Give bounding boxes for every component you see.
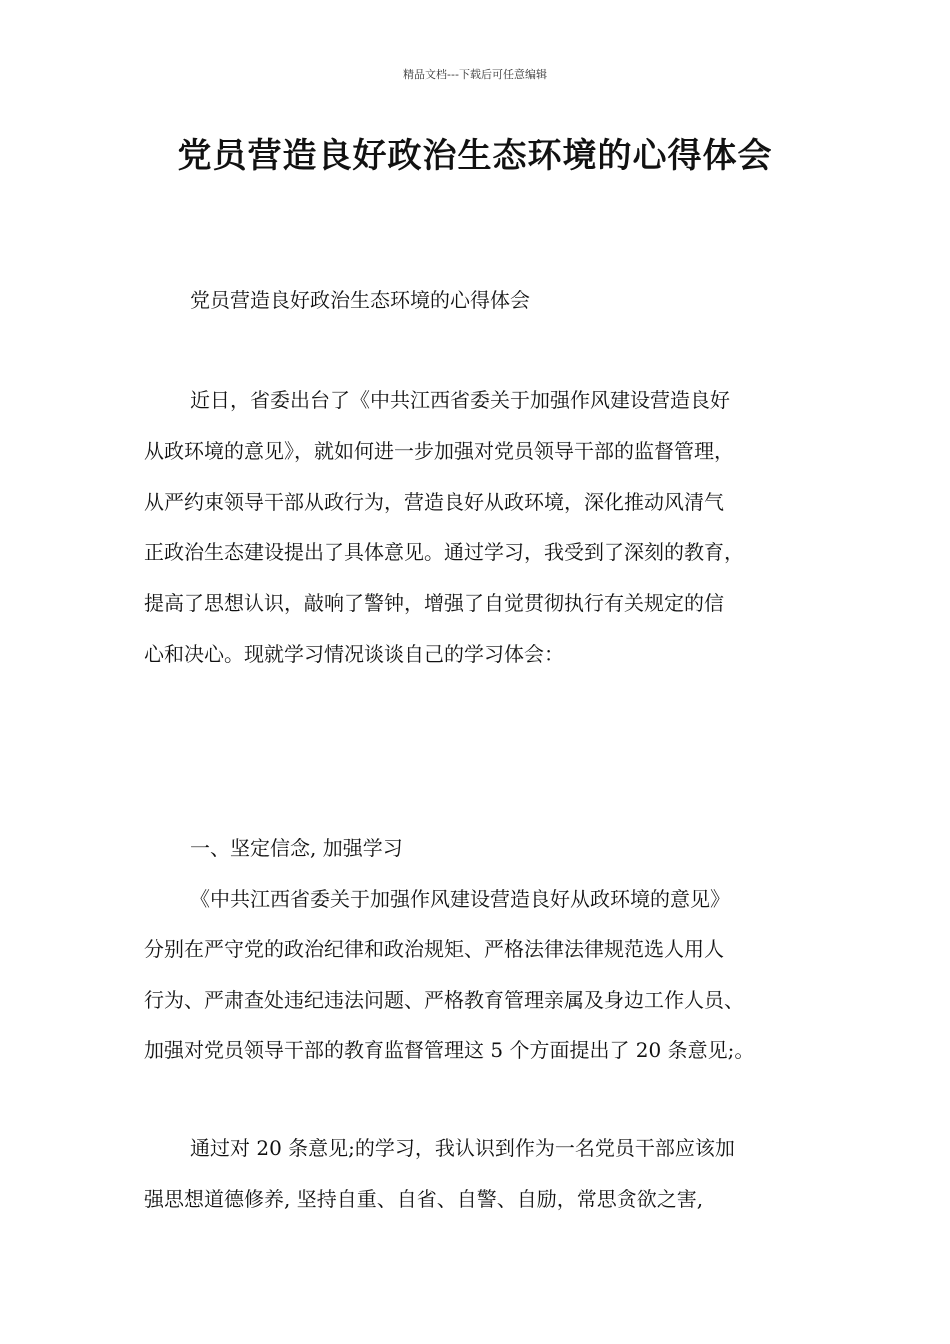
- paragraph-line: 提高了思想认识，敲响了警钟，增强了自觉贯彻执行有关规定的信: [144, 591, 724, 615]
- section-heading: 一、坚定信念, 加强学习: [190, 836, 403, 860]
- paragraph-line: 《中共江西省委关于加强作风建设营造良好从政环境的意见》: [190, 887, 730, 911]
- page-header-note: 精品文档---下载后可任意编辑: [403, 68, 547, 81]
- paragraph-line: 心和决心。现就学习情况谈谈自己的学习体会：: [144, 642, 564, 666]
- paragraph-line: 加强对党员领导干部的教育监督管理这 5 个方面提出了 20 条意见;。: [144, 1038, 755, 1062]
- paragraph-line: 从严约束领导干部从政行为，营造良好从政环境，深化推动风清气: [144, 490, 724, 514]
- document-subtitle: 党员营造良好政治生态环境的心得体会: [190, 288, 530, 312]
- paragraph-line: 正政治生态建设提出了具体意见。通过学习，我受到了深刻的教育，: [144, 540, 744, 564]
- paragraph-line: 分别在严守党的政治纪律和政治规矩、严格法律法律规范选人用人: [144, 937, 724, 961]
- paragraph-line: 行为、严肃查处违纪违法问题、严格教育管理亲属及身边工作人员、: [144, 988, 744, 1012]
- paragraph-line: 通过对 20 条意见;的学习，我认识到作为一名党员干部应该加: [190, 1136, 735, 1160]
- paragraph-line: 从政环境的意见》，就如何进一步加强对党员领导干部的监督管理，: [144, 439, 734, 463]
- paragraph-line: 近日，省委出台了《中共江西省委关于加强作风建设营造良好: [190, 388, 730, 412]
- paragraph-line: 强思想道德修养, 坚持自重、自省、自警、自励，常思贪欲之害,: [144, 1187, 704, 1211]
- document-title: 党员营造良好政治生态环境的心得体会: [177, 136, 773, 176]
